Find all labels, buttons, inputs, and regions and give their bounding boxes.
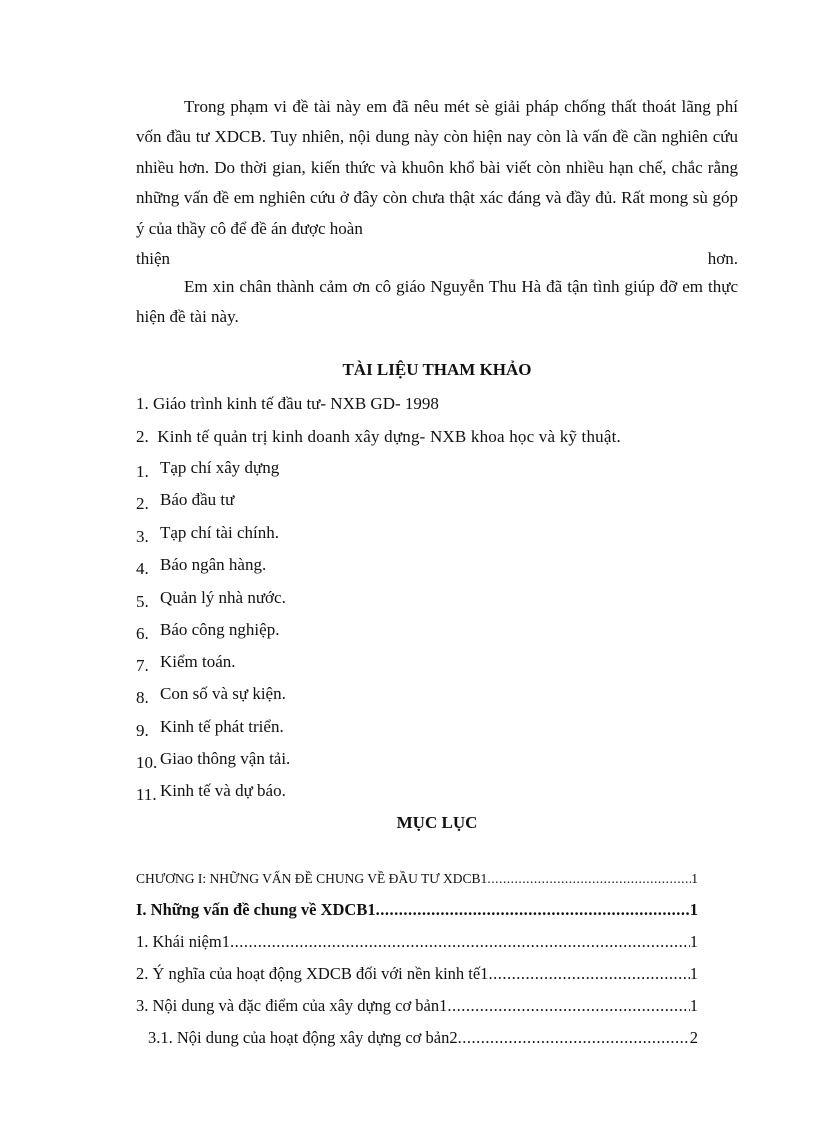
toc-leader-dots bbox=[458, 1028, 690, 1048]
toc-leader-dots bbox=[447, 996, 689, 1016]
closing-paragraph-last-line bbox=[136, 244, 738, 274]
references-title: TÀI LIỆU THAM KHẢO bbox=[342, 360, 532, 379]
closing-paragraph bbox=[136, 92, 738, 274]
toc-page-number: 1 bbox=[689, 996, 698, 1015]
reference-item: 1. Giáo trình kinh tế đầu tư- NXB GD- 1998 bbox=[136, 394, 439, 413]
toc-page-number: 1 bbox=[689, 932, 698, 951]
reference-item: 2. Báo đầu tư bbox=[136, 490, 235, 513]
toc-entry[interactable]: 3. Nội dung và đặc điểm của xây dựng cơ bản1 ..... 1 bbox=[136, 996, 698, 1016]
reference-item: 8. Con số và sự kiện. bbox=[136, 684, 286, 707]
thanks-paragraph bbox=[136, 272, 738, 333]
last-line-left-word: thiện bbox=[136, 249, 170, 269]
toc-title: MỤC LỤC bbox=[396, 813, 478, 832]
toc-entry[interactable]: 1. Khái niệm1 ..... 1 bbox=[136, 932, 698, 952]
toc-page-number: 1 bbox=[689, 964, 698, 983]
reference-item: 11. Kinh tế và dự báo. bbox=[136, 781, 286, 804]
toc-entry[interactable]: I. Những vấn đề chung về XDCB1 ..... 1 bbox=[136, 900, 698, 920]
toc-leader-dots bbox=[488, 964, 689, 984]
reference-item: 4. Báo ngân hàng. bbox=[136, 555, 267, 578]
toc-leader-dots bbox=[230, 932, 690, 952]
toc-entry[interactable]: CHƯƠNG I: NHỮNG VẤN ĐỀ CHUNG VỀ ĐẦU TƯ XDCB1 ..... 1 bbox=[136, 871, 698, 887]
toc-entry[interactable]: 3.1. Nội dung của hoạt động xây dựng cơ bản2 ..... 2 bbox=[148, 1028, 698, 1048]
reference-item: 9. Kinh tế phát triển. bbox=[136, 717, 284, 740]
reference-item: 7. Kiểm toán. bbox=[136, 652, 236, 675]
toc-page-number: 2 bbox=[689, 1028, 698, 1047]
thanks-paragraph-text: Em xin chân thành cảm ơn cô giáo Nguyễn Thu Hà đã tận tình giúp đỡ em thực hiện đề tài này. bbox=[136, 277, 738, 327]
reference-item: 1. Tạp chí xây dựng bbox=[136, 458, 280, 481]
toc-entry[interactable]: 2. Ý nghĩa của hoạt động XDCB đối với nền kinh tế1 ..... 1 bbox=[136, 964, 698, 984]
last-line-right-word: hơn. bbox=[707, 249, 738, 269]
reference-item: 6. Báo công nghiệp. bbox=[136, 620, 280, 643]
reference-item: 3. Tạp chí tài chính. bbox=[136, 523, 279, 546]
toc-page-number: 1 bbox=[689, 900, 698, 919]
reference-item: 5. Quản lý nhà nước. bbox=[136, 588, 286, 611]
reference-item: 10. Giao thông vận tải. bbox=[136, 749, 291, 772]
toc-leader-dots bbox=[376, 900, 690, 920]
closing-paragraph-text: Trong phạm vi đề tài này em đã nêu mét sè giải pháp chống thất thoát lãng phí vốn đầu tư XDCB. Tuy nhiên, nội dung này còn hiện nay còn là vấn đề cần nghiên cứu nhiều hơn. Do thời gian, kiến thức và khuôn khổ bài viết còn nhiều hạn chế, chắc rằng những vấn đề em nghiên cứu ở đây còn chưa thật xác đáng và đầy đủ. Rất mong sù góp ý của thầy cô để đề án được hoàn bbox=[136, 97, 738, 238]
toc-leader-dots bbox=[487, 871, 691, 887]
reference-item: 2. Kinh tế quản trị kinh doanh xây dựng- NXB khoa học và kỹ thuật. bbox=[136, 427, 621, 446]
toc-page-number: 1 bbox=[691, 871, 698, 886]
